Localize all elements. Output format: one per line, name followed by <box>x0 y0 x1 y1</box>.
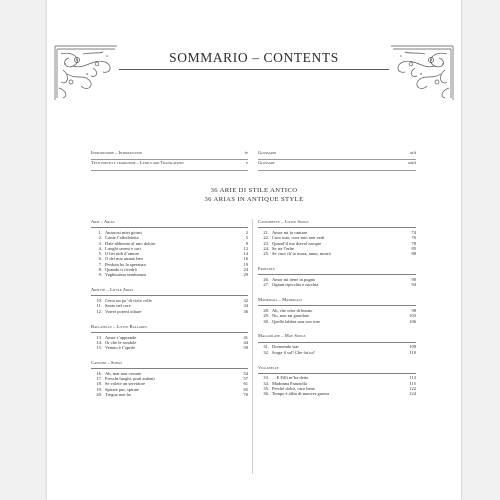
toc-entry[interactable] <box>258 391 416 396</box>
entry-page: 24 <box>243 267 248 273</box>
front-matter-left <box>91 150 248 171</box>
toc-entry[interactable] <box>258 282 416 287</box>
entry-page: 103 <box>409 313 416 319</box>
front-matter-page: xiii <box>410 150 416 155</box>
entry-number: 14. <box>96 339 102 345</box>
entry-page: 12 <box>243 245 248 251</box>
entry-page: 41 <box>243 334 248 340</box>
front-matter-page: iv <box>244 150 248 155</box>
entry-title: Amor s’apprende <box>105 334 137 340</box>
entry-page: 14 <box>243 251 248 257</box>
entry-title: Spirate pur, spirate <box>105 386 139 392</box>
entry-number: 36. <box>263 391 269 397</box>
entry-title: Ah, mai non cessate <box>105 370 142 376</box>
entry-page: 78 <box>411 240 416 246</box>
entry-title: Vorrei poterti odiare <box>105 308 142 314</box>
entry-number: 31. <box>263 344 269 350</box>
contents-column-left <box>91 219 248 407</box>
front-matter-page: v <box>245 160 248 166</box>
entry-page: 61 <box>243 381 248 387</box>
entry-number: 2. <box>98 235 102 241</box>
section-canzonette <box>258 219 416 256</box>
front-matter-label: Glossario <box>258 150 276 155</box>
entry-page: 115 <box>409 380 416 386</box>
entry-title: Perduta ho la speranza <box>105 261 146 267</box>
section-maggiolate <box>258 333 416 355</box>
toc-entry[interactable] <box>258 319 416 324</box>
entry-page: 44 <box>243 339 248 345</box>
subtitle-italian: 36 ARIE DI STILE ANTICO <box>210 187 298 194</box>
entry-number: 21. <box>263 229 269 235</box>
section-heading: Ariette – Little Arias <box>91 287 248 296</box>
section-villanelle <box>258 365 416 397</box>
entry-page: 57 <box>243 376 248 382</box>
front-matter-right <box>258 150 416 171</box>
entry-page: 50 <box>243 345 248 351</box>
entry-page: 19 <box>243 261 248 267</box>
section-heading: Madrigali – Madrigals <box>258 297 416 306</box>
entry-title: Ah, che odor di buono <box>272 308 313 314</box>
entry-page: 76 <box>411 235 416 241</box>
entry-title: Quando ti rivedrò <box>105 267 137 273</box>
entry-number: 26. <box>263 276 269 282</box>
entry-title: Ognun ripicchia e nicchia <box>272 282 319 288</box>
front-matter-label: Introduzione – Introduction <box>91 150 142 155</box>
entry-title: O del mio amato ben <box>105 256 143 262</box>
entry-page: 70 <box>243 392 248 398</box>
entry-page: 94 <box>411 282 416 288</box>
entry-number: 8. <box>98 267 102 273</box>
entry-title: Amorosi miei giorni <box>105 229 142 235</box>
entry-title: O bei nidi d’amore <box>105 251 140 257</box>
section-frottole <box>258 266 416 288</box>
entry-page: 110 <box>409 349 416 355</box>
entry-number: 1. <box>98 229 102 235</box>
front-matter-row[interactable] <box>91 150 248 160</box>
entry-page: 16 <box>243 256 248 262</box>
entry-page: 5 <box>245 235 248 241</box>
entry-title: Venuto è l’aprile <box>105 345 135 351</box>
front-matter-row[interactable] <box>258 150 416 160</box>
section-arie <box>91 219 248 278</box>
entry-title: Date abbiento al mio dolore <box>105 240 156 246</box>
entry-number: 29. <box>263 313 269 319</box>
entry-page: 113 <box>409 375 416 381</box>
section-heading: Arie – Arias <box>91 219 248 228</box>
section-heading: Canzonette – Little Songs <box>258 219 416 228</box>
entry-number: 16. <box>96 370 102 376</box>
toc-entry[interactable] <box>258 350 416 355</box>
entry-page: 124 <box>409 391 416 397</box>
front-matter-page: xxiii <box>408 160 416 166</box>
entry-title: Freschi luoghi, prati aulenti <box>105 376 155 382</box>
entry-title: Amor mi fa cantare <box>272 229 308 235</box>
contents-column-right <box>258 219 416 406</box>
section-heading: Ballatelle – Little Ballades <box>91 324 248 333</box>
column-divider <box>252 219 253 474</box>
entry-page: 90 <box>411 276 416 282</box>
entry-title: No, non mi guardate <box>272 313 309 319</box>
entry-page: 106 <box>409 318 416 324</box>
entry-title: Luoghi sereni e cari <box>105 245 141 251</box>
entry-number: 13. <box>96 334 102 340</box>
entry-title: Tregua non ho <box>105 392 132 398</box>
front-matter-row[interactable] <box>258 160 416 170</box>
entry-title: Sento nel core <box>105 303 131 309</box>
subtitle-english: 36 ARIAS IN ANTIQUE STYLE <box>204 196 304 203</box>
entry-page: 54 <box>243 370 248 376</box>
entry-page: 34 <box>243 303 248 309</box>
entry-number: 33. <box>263 375 269 381</box>
entry-number: 11. <box>96 303 102 309</box>
entry-number: 19. <box>96 386 102 392</box>
entry-page: 36 <box>243 308 248 314</box>
entry-number: 23. <box>263 240 269 246</box>
toc-entry[interactable] <box>258 251 416 256</box>
toc-entry[interactable] <box>91 345 248 350</box>
section-ariette <box>91 287 248 314</box>
entry-title: Amor mi tiene in pugno <box>272 276 316 282</box>
section-ballatelle <box>91 324 248 351</box>
entry-number: 22. <box>263 235 269 241</box>
entry-title: Dormendo stai <box>272 344 299 350</box>
entry-number: 28. <box>263 308 269 314</box>
entry-title: Perché dolce, caro bene <box>272 386 315 392</box>
entry-title: Or che le rondole <box>105 339 137 345</box>
entry-title: Quand’il tuo diavol nacque <box>272 240 322 246</box>
entry-title: Vaghissima sembianza <box>105 272 146 278</box>
entry-page: 74 <box>411 229 416 235</box>
front-matter-row[interactable] <box>91 160 248 170</box>
entry-title: …E Filli m’ha detto <box>272 375 309 381</box>
entry-title: Se tra l’erbe <box>272 245 294 251</box>
toc-entry[interactable] <box>91 272 248 277</box>
entry-number: 20. <box>96 392 102 398</box>
entry-number: 15. <box>96 345 102 351</box>
entry-title: Sorge il sol! Che fai tu? <box>272 349 315 355</box>
entry-page: 9 <box>245 240 248 246</box>
entry-page: 2 <box>245 229 248 235</box>
section-heading: Canzoni – Songs <box>91 360 248 369</box>
section-heading: Maggiolate – May Songs <box>258 333 416 342</box>
entry-page: 108 <box>409 344 416 350</box>
entry-page: 29 <box>243 272 248 278</box>
section-heading: Villanelle <box>258 365 416 374</box>
entry-title: Se volete un servidore <box>105 381 146 387</box>
toc-entry[interactable] <box>91 392 248 397</box>
entry-title: Se vuoi ch’io mora, amor, morrò <box>272 251 331 257</box>
toc-entry[interactable] <box>91 309 248 314</box>
entry-number: 12. <box>96 308 102 314</box>
entry-number: 27. <box>263 282 269 288</box>
entry-number: 9. <box>98 272 102 278</box>
entry-title: Come l’allodoletta <box>105 235 139 241</box>
entry-page: 98 <box>411 308 416 314</box>
entry-number: 32. <box>263 349 269 355</box>
entry-title: Quelle labbra non son rose <box>272 318 321 324</box>
entry-number: 35. <box>263 386 269 392</box>
entry-page: 32 <box>243 298 248 304</box>
entry-page: 88 <box>411 251 416 257</box>
title-rule <box>119 69 389 70</box>
entry-number: 30. <box>263 318 269 324</box>
entry-number: 7. <box>98 261 102 267</box>
contents-page <box>47 0 461 500</box>
entry-title: Tempo è alfin di muover guerra <box>272 391 330 397</box>
entry-number: 34. <box>263 380 269 386</box>
entry-title: Certo un po’ di cielo colle <box>105 298 152 304</box>
entry-number: 3. <box>98 240 102 246</box>
front-matter-label: Glossary <box>258 160 275 166</box>
entry-page: 85 <box>411 245 416 251</box>
entry-page: 122 <box>409 386 416 392</box>
section-madrigali <box>258 297 416 324</box>
entry-number: 5. <box>98 251 102 257</box>
entry-number: 17. <box>96 376 102 382</box>
section-heading: Frottole <box>258 266 416 275</box>
entry-number: 10. <box>96 298 102 304</box>
entry-number: 4. <box>98 245 102 251</box>
section-canzoni <box>91 360 248 397</box>
entry-title: Madonna Fanziolla <box>272 380 307 386</box>
entry-number: 24. <box>263 245 269 251</box>
entry-page: 65 <box>243 386 248 392</box>
page-title: SOMMARIO – CONTENTS <box>169 50 339 65</box>
entry-number: 6. <box>98 256 102 262</box>
entry-number: 18. <box>96 381 102 387</box>
front-matter-label: Testi poetici e traduzioni – Lyrics and Translations <box>91 160 184 166</box>
entry-number: 25. <box>263 251 269 257</box>
entry-title: Cuor mio, cuor mio non vedi <box>272 235 325 241</box>
collection-subtitle <box>47 186 461 204</box>
